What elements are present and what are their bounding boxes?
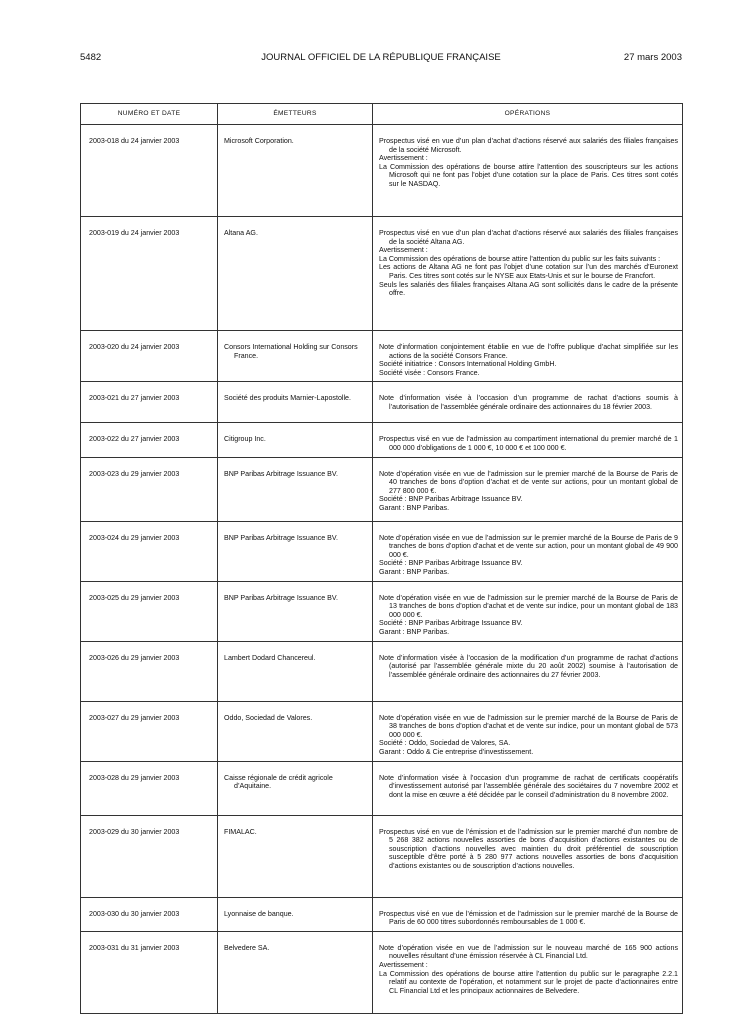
operation-paragraph: Les actions de Altana AG ne font pas l’objet d’une cotation sur l’un des marchés d’Euronext Paris. Ces titres sont cotés sur le NYSE aux Etats-Unis et sur le bourse de Francfort. bbox=[379, 263, 678, 280]
cell-operations bbox=[373, 217, 683, 331]
cell-emetteur bbox=[218, 701, 373, 761]
operation-paragraph: La Commission des opérations de bourse attire l’attention du public sur les faits suivants : bbox=[379, 254, 661, 263]
journal-title: JOURNAL OFFICIEL DE LA RÉPUBLIQUE FRANÇAISE bbox=[261, 52, 501, 63]
operation-paragraph: Note d’opération visée en vue de l’admission sur le premier marché de la Bourse de Paris de 38 tranches de bons d’option d’achat et de vente sur indice, pour un montant global de 573 000 000 €. bbox=[379, 713, 678, 739]
table-header-row bbox=[81, 104, 683, 125]
cell-numero-date: 2003-024 du 29 janvier 2003 bbox=[81, 521, 218, 581]
cell-operations bbox=[373, 931, 683, 1013]
cell-operations bbox=[373, 331, 683, 382]
operation-paragraph: La Commission des opérations de bourse attire l’attention du public sur le paragraphe 2.2.1 relatif au contexte de l’opération, et notamment sur le projet de pacte d’actionnaires entre CL Financial Ltd et les principaux actionnaires de Belvedere. bbox=[379, 969, 678, 995]
emetteur-text: Microsoft Corporation. bbox=[224, 137, 294, 145]
column-header-emetteurs: ÉMETTEURS bbox=[218, 104, 373, 125]
cell-emetteur bbox=[218, 641, 373, 701]
cell-operations bbox=[373, 125, 683, 217]
operation-paragraph: Société : Oddo, Sociedad de Valores, SA. bbox=[379, 739, 511, 748]
operation-paragraph: Prospectus visé en vue de l’admission au compartiment international du premier marché de 1 000 000 d’obligations de 1 000 €, 10 000 € et 100 000 €. bbox=[379, 435, 678, 452]
operation-paragraph: Société visée : Consors France. bbox=[379, 368, 480, 377]
operation-paragraph: Prospectus visé en vue d’un plan d’achat d’actions réservé aux salariés des filiales françaises de la société Microsoft. bbox=[379, 137, 678, 154]
table-row bbox=[81, 761, 683, 815]
operation-paragraph: Note d’opération visée en vue de l’admission sur le premier marché de la Bourse de Paris de 9 tranches de bons d’option d’achat et de vente sur action, pour un montant global de 49 900 000 €. bbox=[379, 533, 678, 559]
cell-emetteur bbox=[218, 423, 373, 457]
operation-paragraph: Seuls les salariés des filiales françaises Altana AG sont sollicités dans le cadre de la présente offre. bbox=[379, 280, 678, 298]
operation-paragraph: Société initiatrice : Consors International Holding GmbH. bbox=[379, 360, 557, 369]
emetteur-text: Consors International Holding sur Consors France. bbox=[224, 343, 358, 360]
table-row bbox=[81, 331, 683, 382]
table-row bbox=[81, 217, 683, 331]
cell-operations bbox=[373, 521, 683, 581]
table-row bbox=[81, 641, 683, 701]
cell-numero-date: 2003-020 du 24 janvier 2003 bbox=[81, 331, 218, 382]
cell-emetteur bbox=[218, 217, 373, 331]
issue-date: 27 mars 2003 bbox=[623, 52, 682, 63]
emetteur-text: Société des produits Marnier-Lapostolle. bbox=[224, 394, 351, 403]
emetteur-text: FIMALAC. bbox=[224, 827, 257, 836]
cell-emetteur bbox=[218, 897, 373, 931]
table-body bbox=[81, 125, 683, 1014]
cell-numero-date: 2003-027 du 29 janvier 2003 bbox=[81, 701, 218, 761]
operation-paragraph: Prospectus visé en vue d’un plan d’achat d’actions réservé aux salariés des filiales françaises de la société Altana AG. bbox=[379, 229, 678, 246]
operation-paragraph: Garant : BNP Paribas. bbox=[379, 627, 450, 636]
cell-operations bbox=[373, 641, 683, 701]
cell-emetteur bbox=[218, 457, 373, 521]
cell-emetteur bbox=[218, 581, 373, 641]
cell-numero-date: 2003-021 du 27 janvier 2003 bbox=[81, 382, 218, 423]
operation-paragraph: Prospectus visé en vue de l’émission et de l’admission sur le premier marché de la Bourse de Paris de 60 000 titres subordonnés remboursables de 1 000 €. bbox=[379, 909, 678, 927]
operation-paragraph: Société : BNP Paribas Arbitrage Issuance BV. bbox=[379, 495, 523, 504]
cell-operations bbox=[373, 815, 683, 897]
operation-paragraph: Note d’opération visée en vue de l’admission sur le premier marché de la Bourse de Paris de 40 tranches de bons d’option d’achat et de vente sur actions, pour un montant global de 277 800 000 €. bbox=[379, 469, 678, 495]
cell-emetteur bbox=[218, 815, 373, 897]
emetteur-text: BNP Paribas Arbitrage Issuance BV. bbox=[224, 469, 338, 478]
operation-paragraph: Garant : BNP Paribas. bbox=[379, 503, 450, 512]
column-header-numero: NUMÉRO ET DATE bbox=[81, 104, 218, 125]
emetteur-text: Caisse régionale de crédit agricole d’Aquitaine. bbox=[224, 773, 333, 791]
cell-emetteur bbox=[218, 125, 373, 217]
operation-paragraph: Note d’information visée à l’occasion de la modification d’un programme de rachat d’actions (autorisé par l’assemblée générale mixte du 20 août 2002) soumise à l’autorisation de l’assemblée générale ordinaire des actionnaires du 27 février 2003. bbox=[379, 653, 678, 679]
operation-paragraph: Société : BNP Paribas Arbitrage Issuance BV. bbox=[379, 619, 523, 628]
cell-operations bbox=[373, 701, 683, 761]
emetteur-text: Lambert Dodard Chancereul. bbox=[224, 653, 316, 662]
cell-emetteur bbox=[218, 931, 373, 1013]
operation-paragraph: Avertissement : bbox=[379, 960, 428, 969]
cell-operations bbox=[373, 761, 683, 815]
operation-paragraph: Société : BNP Paribas Arbitrage Issuance BV. bbox=[379, 559, 523, 568]
cell-emetteur bbox=[218, 521, 373, 581]
decisions-table bbox=[80, 103, 683, 1014]
table-row bbox=[81, 897, 683, 931]
operation-paragraph: Garant : BNP Paribas. bbox=[379, 567, 450, 576]
cell-emetteur bbox=[218, 382, 373, 423]
cell-operations bbox=[373, 423, 683, 457]
cell-numero-date: 2003-026 du 29 janvier 2003 bbox=[81, 641, 218, 701]
table-row bbox=[81, 125, 683, 217]
cell-numero-date: 2003-025 du 29 janvier 2003 bbox=[81, 581, 218, 641]
operation-paragraph: La Commission des opérations de bourse attire l’attention des souscripteurs sur les actions Microsoft qui ne font pas l’objet d’une cotation sur la place de Paris. Ces titres sont cotés sur le NASDAQ. bbox=[379, 162, 678, 188]
cell-numero-date: 2003-019 du 24 janvier 2003 bbox=[81, 217, 218, 331]
operation-paragraph: Note d’opération visée en vue de l’admission sur le nouveau marché de 165 900 actions nouvelles résultant d’une émission réservée à CL Financial Ltd. bbox=[379, 943, 678, 961]
emetteur-text: BNP Paribas Arbitrage Issuance BV. bbox=[224, 593, 338, 602]
emetteur-text: Belvedere SA. bbox=[224, 943, 270, 952]
emetteur-text: Oddo, Sociedad de Valores. bbox=[224, 713, 313, 722]
operation-paragraph: Note d’information visée à l’occasion d’un programme de rachat d’actions soumis à l’autorisation de l’assemblée générale ordinaire des actionnaires du 18 février 2003. bbox=[379, 394, 678, 411]
emetteur-text: Citigroup Inc. bbox=[224, 435, 266, 444]
cell-numero-date: 2003-030 du 30 janvier 2003 bbox=[81, 897, 218, 931]
table-row bbox=[81, 581, 683, 641]
operation-paragraph: Prospectus visé en vue de l’émission et de l’admission sur le premier marché d’un nombre de 5 268 382 actions nouvelles assorties de bons d’acquisition d’actions existantes ou de souscription d’actions nouvelles avec maintien du droit préférentiel de souscription susceptible d’être porté à 5 280 977 actions nouvelles assorties de bons d’acquisition d’actions existantes ou de souscription d’actions nouvelles. bbox=[379, 827, 678, 870]
cell-numero-date: 2003-028 du 29 janvier 2003 bbox=[81, 761, 218, 815]
cell-numero-date: 2003-018 du 24 janvier 2003 bbox=[81, 125, 218, 217]
cell-emetteur bbox=[218, 761, 373, 815]
emetteur-text: BNP Paribas Arbitrage Issuance BV. bbox=[224, 533, 338, 542]
table-row bbox=[81, 701, 683, 761]
emetteur-text: Lyonnaise de banque. bbox=[224, 909, 294, 918]
cell-numero-date: 2003-031 du 31 janvier 2003 bbox=[81, 931, 218, 1013]
table-row bbox=[81, 423, 683, 457]
table-row bbox=[81, 457, 683, 521]
operation-paragraph: Avertissement : bbox=[379, 154, 428, 163]
cell-numero-date: 2003-029 du 30 janvier 2003 bbox=[81, 815, 218, 897]
page-number: 5482 bbox=[80, 52, 102, 63]
table-row bbox=[81, 815, 683, 897]
cell-operations bbox=[373, 457, 683, 521]
operation-paragraph: Note d’information conjointement établie en vue de l’offre publique d’achat simplifiée sur les actions de la société Consors France. bbox=[379, 343, 678, 360]
cell-numero-date: 2003-023 du 29 janvier 2003 bbox=[81, 457, 218, 521]
operation-paragraph: Garant : Oddo & Cie entreprise d’investissement. bbox=[379, 747, 534, 756]
page-header bbox=[80, 52, 682, 66]
cell-emetteur bbox=[218, 331, 373, 382]
column-header-operations: OPÉRATIONS bbox=[373, 104, 683, 125]
table-row bbox=[81, 382, 683, 423]
operation-paragraph: Avertissement : bbox=[379, 246, 428, 255]
cell-operations bbox=[373, 382, 683, 423]
emetteur-text: Altana AG. bbox=[224, 229, 258, 237]
operation-paragraph: Note d’opération visée en vue de l’admission sur le premier marché de la Bourse de Paris de 13 tranches de bons d’option d’achat et de vente sur indice, pour un montant global de 183 000 000 €. bbox=[379, 593, 678, 619]
table-row bbox=[81, 931, 683, 1013]
cell-operations bbox=[373, 897, 683, 931]
cell-operations bbox=[373, 581, 683, 641]
table-row bbox=[81, 521, 683, 581]
cell-numero-date: 2003-022 du 27 janvier 2003 bbox=[81, 423, 218, 457]
operation-paragraph: Note d’information visée à l’occasion d’un programme de rachat de certificats coopératifs d’investissement autorisé par l’assemblée générale des sociétaires du 7 novembre 2002 et dont la mise en œuvre a été décidée par le conseil d’administration du 8 novembre 2002. bbox=[379, 773, 678, 799]
